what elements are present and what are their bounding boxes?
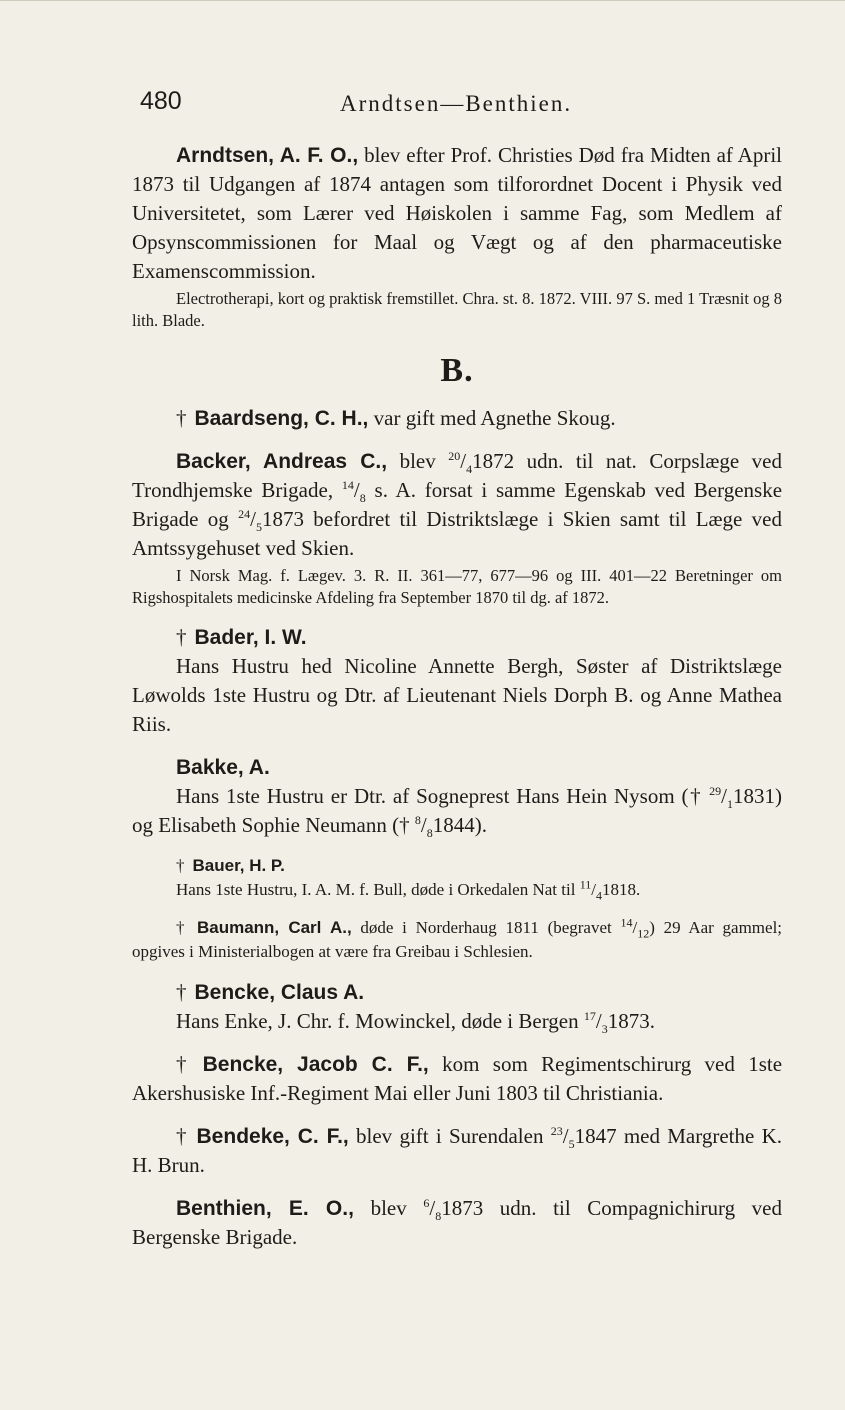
entry-body: 1872 udn. til nat. Corpslæge ved Trondhjemske Brigade,: [132, 449, 783, 502]
entry-text: [132, 404, 782, 433]
entry-text: [132, 652, 782, 739]
date-month: 5: [568, 1137, 575, 1152]
entry-body: 1873.: [607, 1009, 655, 1033]
reference-text: Electrotherapi, kort og praktisk fremstillet. Chra. st. 8. 1872. VIII. 97 S. med 1 Træsnit og 8 lith. Blade.: [132, 289, 782, 330]
date-day: 23: [550, 1124, 563, 1138]
entry-name: Bendeke, C. F.,: [196, 1125, 349, 1148]
entry-bencke-claus: [132, 978, 782, 1036]
entry-text: Hans Enke, J. Chr. f. Mowinckel, døde i Bergen $^{17}/_31873$.: [176, 1009, 655, 1037]
entry-name: Baumann, Carl A.,: [196, 918, 352, 937]
entry-name: Backer, Andreas C.,: [176, 450, 388, 473]
dagger-mark: †: [176, 918, 189, 937]
reference-text: I Norsk Mag. f. Lægev. 3. R. II. 361—77, 677—96 og III. 401—22 Beretninger om Rigshospitalets medicinske Afdeling fra September 1870 til dg. af 1872.: [132, 566, 782, 607]
entry-body: Hans 1ste Hustru, I. A. M. f. Bull, døde i Orkedalen Nat til: [176, 880, 576, 899]
entry-body: døde i Norderhaug 1811 (begravet: [360, 918, 612, 937]
entry-text: Hans 1ste Hustru, I. A. M. f. Bull, døde i Orkedalen Nat til $^{11}/_41818$.: [176, 877, 641, 903]
dagger-mark: †: [176, 1052, 195, 1076]
running-head: Arndtsen—Benthien.: [340, 91, 573, 116]
entry-heading: [132, 854, 782, 878]
entry-body: blev: [399, 449, 436, 473]
entry-bader: [132, 623, 782, 739]
entry-name: Bakke, A.: [176, 756, 270, 779]
entry-name: Bencke, Claus A.: [194, 981, 365, 1004]
entry-name: Arndtsen, A. F. O.,: [176, 144, 359, 167]
entry-text: Benthien, E. O., blev $^6/_81873$ udn. til Compagnichirurg ved Bergenske Brigade.: [132, 1196, 783, 1249]
entry-name: Bader, I. W.: [194, 626, 307, 649]
entry-text: † Baumann, Carl A., døde i Norderhaug 1811 (begravet $^{14}/_{12}$) 29 Aar gammel; opgives i Ministerialbogen at være fra Greibau i Schlesien.: [132, 915, 783, 961]
date-day: 8: [414, 813, 421, 827]
date-month: 1: [727, 797, 733, 812]
entry-body: 1831) og Elisabeth Sophie Neumann (†: [132, 784, 782, 837]
date-day: 17: [583, 1009, 596, 1023]
entry-body: blev: [370, 1196, 407, 1220]
entry-heading: [132, 978, 782, 1007]
entry-benthien: [132, 1194, 782, 1252]
section-letter: B.: [440, 352, 474, 389]
entry-text: † Bendeke, C. F., blev gift i Surendalen $^{23}/_51847$ med Margrethe K. H. Brun.: [132, 1124, 783, 1177]
date-day: 24: [238, 507, 251, 521]
date-day: 20: [448, 449, 461, 463]
date-day: 6: [423, 1196, 430, 1210]
entry-baumann: [132, 916, 782, 964]
date-month: 3: [601, 1022, 608, 1037]
entry-name: Bencke, Jacob C. F.,: [202, 1053, 429, 1076]
entry-baardseng: [132, 404, 782, 433]
entry-heading: [132, 753, 782, 782]
page-header: [140, 87, 785, 127]
entry-name: Benthien, E. O.,: [176, 1197, 354, 1220]
entry-text: Hans 1ste Hustru er Dtr. af Sogneprest Hans Hein Nysom († $^{29}/_11831$) og Elisabeth Sophie Neumann († $^8/_81844$).: [132, 784, 782, 841]
date-month: 4: [596, 888, 602, 903]
entry-body: kom som Regimentschirurg ved 1ste Akershusiske Inf.-Regiment Mai eller Juni 1803 til Christiania.: [132, 1052, 783, 1105]
dagger-mark: †: [176, 625, 187, 649]
date-day: 11: [579, 877, 592, 892]
entry-text: [132, 141, 782, 286]
entry-body: Hans 1ste Hustru er Dtr. af Sogneprest Hans Hein Nysom (†: [176, 784, 703, 808]
dagger-mark: †: [176, 856, 185, 875]
entry-backer: [132, 447, 782, 609]
dagger-mark: †: [176, 980, 187, 1004]
date-month: 8: [359, 491, 366, 506]
entry-body: s. A. forsat i samme Egenskab ved Bergenske Brigade og: [132, 478, 783, 531]
entry-text: Backer, Andreas C., blev $^{20}/_41872$ udn. til nat. Corpslæge ved Trondhjemske Brigade, $^{14}/_8$ s. A. forsat i samme Egenskab ved Bergenske Brigade og $^{24}/_51873$ befordret til Distriktslæge i Skien samt til Læge ved Amtssygehuset ved Skien.: [132, 449, 783, 560]
date-month: 8: [435, 1209, 442, 1224]
entry-reference: [132, 565, 782, 609]
entry-arndtsen: [132, 141, 782, 332]
entry-body: Hans Enke, J. Chr. f. Mowinckel, døde i Bergen: [176, 1009, 579, 1033]
entry-body: var gift med Agnethe Skoug.: [373, 406, 616, 430]
entry-bakke: [132, 753, 782, 840]
date-month: 8: [426, 826, 433, 841]
entry-heading: [132, 623, 782, 652]
entry-body: 1873 befordret til Distriktslæge i Skien samt til Læge ved Amtssygehuset ved Skien.: [132, 507, 783, 560]
entry-name: Baardseng, C. H.,: [194, 407, 369, 430]
dagger-mark: †: [176, 406, 187, 430]
date-month: 4: [466, 462, 473, 477]
entry-bendeke: [132, 1122, 782, 1180]
entry-body: 1847 med Margrethe K. H. Brun.: [132, 1124, 783, 1177]
entry-body: blev gift i Surendalen: [356, 1124, 544, 1148]
date-day: 14: [341, 478, 354, 492]
entry-text: [132, 1050, 782, 1108]
entry-body: 1844).: [432, 813, 487, 837]
entry-body: Hans Hustru hed Nicoline Annette Bergh, Søster af Distriktslæge Løwolds 1ste Hustru og Dtr. af Lieutenant Niels Dorph B. og Anne Mathea Riis.: [132, 654, 782, 736]
page-number: 480: [140, 87, 182, 115]
date-month: 5: [255, 520, 262, 535]
date-day: 14: [620, 915, 633, 930]
entry-body: 1818.: [602, 880, 641, 899]
entry-body: blev efter Prof. Christies Død fra Midten af April 1873 til Udgangen af 1874 antagen som tilforordnet Docent i Physik ved Universitetet, som Lærer ved Høiskolen i samme Fag, som Medlem af Opsynscommissionen for Maal og Vægt og af den pharmaceutiske Examenscommission.: [132, 143, 782, 283]
entry-body: ) 29 Aar gammel; opgives i Ministerialbogen at være fra Greibau i Schlesien.: [132, 918, 783, 961]
entry-reference: [132, 288, 782, 332]
entry-body: 1873 udn. til Compagnichirurg ved Bergenske Brigade.: [132, 1196, 783, 1249]
entry-bauer: [132, 854, 782, 902]
entry-name: Bauer, H. P.: [192, 856, 285, 875]
date-month: 12: [637, 926, 650, 941]
entry-bencke-jacob: [132, 1050, 782, 1108]
dagger-mark: †: [176, 1124, 189, 1148]
page-body: [132, 141, 782, 1266]
date-day: 29: [709, 784, 722, 798]
